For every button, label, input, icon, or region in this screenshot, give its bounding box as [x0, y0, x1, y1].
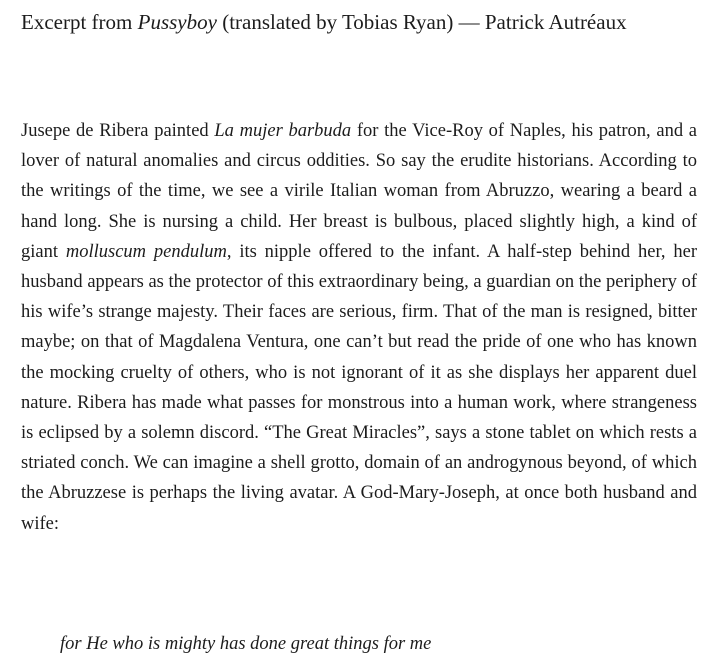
paragraph-segment: for the Vice-Roy of Naples, his patron, and a lover of natural anomalies and circus oddities. So say the erudite historians. According to the writings of the time, we see a virile Italian woman from Abruzzo, wearing a beard a hand long. She is nursing a child. Her breast is bulbous, placed slightly high, a kind of giant [21, 121, 697, 262]
painting-title: La mujer barbuda [214, 121, 352, 141]
title-suffix: (translated by Tobias Ryan) — Patrick Autréaux [216, 10, 627, 34]
title-prefix: Excerpt from [21, 10, 138, 34]
page-title [21, 8, 701, 36]
book-title: Pussyboy [137, 10, 217, 34]
paragraph-segment: Jusepe de Ribera painted [21, 121, 215, 141]
paragraph-segment: , its nipple offered to the infant. A half-step behind her, her husband appears as the protector of this extraordinary being, a guardian on the periphery of his wife’s strange majesty. Their faces are serious, firm. That of the man is resigned, bitter maybe; on that of Magdalena Ventura, one can’t but read the pride of one who has known the mocking cruelty of others, who is not ignorant of it as she displays her apparent duel nature. Ribera has made what passes for monstrous into a human work, where strangeness is eclipsed by a solemn discord. “The Great Miracles”, says a stone tablet on which rests a striated conch. We can imagine a shell grotto, domain of an androgynous beyond, of which the Abruzzese is perhaps the living avatar. A God-Mary-Joseph, at once both husband and wife: [21, 241, 697, 534]
block-quote: for He who is mighty has done great things for me [60, 634, 432, 654]
latin-term: molluscum pendulum [65, 241, 227, 262]
excerpt-paragraph [21, 116, 697, 539]
